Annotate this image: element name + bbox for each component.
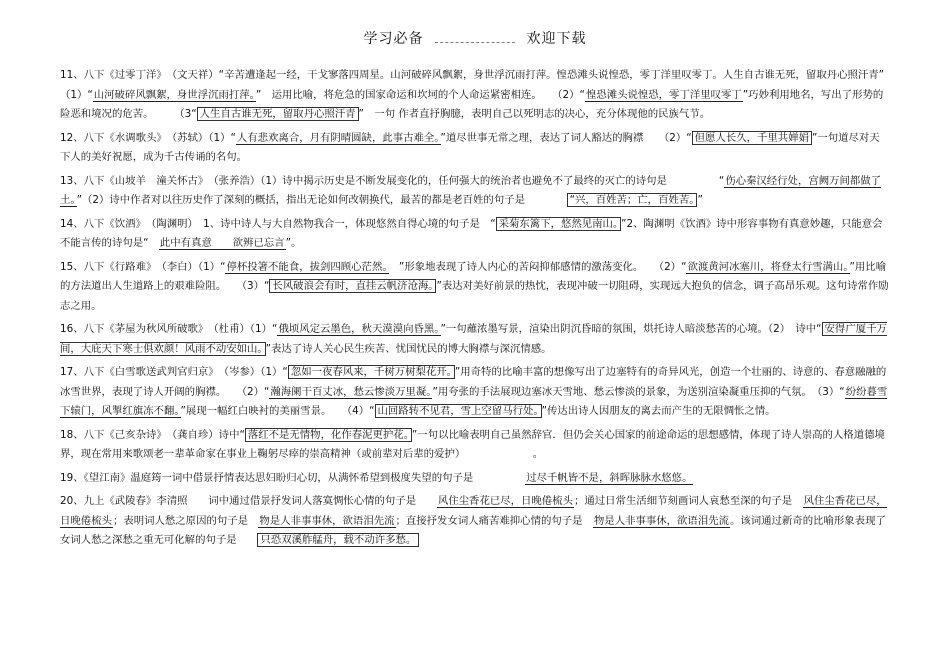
answer-underlined: 瀚海阑干百丈冰，愁云惨淡万里凝。 [270, 385, 432, 398]
answer-underlined: 人有悲欢离合，月有阴晴圆缺，此事古难全。 [236, 131, 440, 144]
question-list [60, 66, 895, 555]
answer-boxed: 忽如一夜春风来，千树万树梨花开。 [288, 365, 455, 379]
question-item [60, 426, 890, 465]
question-text: ”传达出诗人因朋友的离去而产生的无限惆怅之情。 [541, 405, 776, 417]
question-text: 14、八下《饮酒》 （陶渊明） 1、诗中诗人与大自然物我合一，体现悠然自得心境的句子是 “ [60, 217, 496, 230]
answer-boxed: 人生自古谁无死，留取丹心照汗青 [197, 107, 359, 121]
question-text: ”用夸张的手法展现边塞冰天雪地、愁云惨淡的景象，为送别渲染凝重压抑的气氛。 （3）“ [432, 385, 845, 398]
answer-underlined: 惶恐滩头说惶恐，零丁洋里叹零丁 [585, 88, 742, 101]
question-text: ”道尽世事无常之理，表达了词人豁达的胸襟 （2）“ [440, 131, 692, 144]
question-text: 。该词通过新奇的比喻形象表现了女词人愁之深愁之重无可化解的句子是 [60, 514, 886, 546]
question-text: ”用奇特的比喻丰富的想像写出了边塞特有的奇异风光，创造一个壮丽的、诗意的、春意融融的冰雪世界，表现了诗人开阔的胸襟。 （2）“ [60, 366, 887, 398]
question-text: 11、八下《过零丁洋》 （文天祥）“辛苦遭逢起一经，干戈寥落四周星。山河破碎风飘絮，身世浮沉雨打萍。惶恐滩头说惶恐，零丁洋里叹零丁。人生自古谁无死，留取丹心照汗青” （1）“ [60, 69, 895, 101]
question-text: ”表达对美好前景的热忱，表现冲破一切阻碍，实现远大抱负的信念，调子高昂乐观。这句诗常作励志之用。 [60, 280, 889, 312]
answer-underlined: 物是人非事事休，欲语泪先流 [593, 514, 729, 527]
header-left: 学习必备 [363, 31, 424, 47]
answer-underlined: 欲渡黄河冰塞川，将登太行雪满山。 [687, 260, 849, 273]
question-text: ”展现一幅红白映衬的美丽雪景。 （4）“ [180, 405, 375, 417]
question-text: ”巧妙利用地名，写出了形势的险恶和境况的危苦。 （3“ [60, 88, 884, 120]
question-item [60, 258, 890, 317]
answer-underlined: 风住尘香花已尽，日晚倦梳头 [60, 495, 887, 527]
answer-underlined: 此中有真意 欲辨已忘言 [159, 237, 285, 249]
question-item [60, 129, 890, 168]
answer-boxed: 安得广厦千万间，大庇天下寒士俱欢颜！风雨不动安如山。 [60, 323, 887, 355]
question-text: 13、八下《山坡羊 潼关怀古》 （张养浩）（1）诗中揭示历史是不断发展变化的，任何强大的统治者也避免不了最终的灭亡的诗句是 “ [60, 174, 725, 187]
answer-underlined: 山河破碎风飘絮，身世浮沉雨打萍。 [93, 88, 255, 101]
answer-underlined: 俄顷风定云墨色，秋天漠漠向昏黑。 [278, 323, 440, 335]
question-item [60, 172, 890, 211]
page-header [0, 28, 950, 48]
answer-boxed: 采菊东篱下，悠然见南山。 [496, 217, 622, 231]
question-text: ”2、陶渊明《饮酒》诗中形容事物有真意妙趣，只能意会不能言传的诗句是“ [60, 217, 883, 249]
header-right: 欢迎下载 [526, 31, 587, 47]
answer-boxed: 落红不是无情物，化作春泥更护花。 [245, 428, 412, 442]
question-text: ”一句蘸浓墨写景，渲染出阴沉昏暗的氛围，烘托诗人暗淡愁苦的心境。（2） 诗中“ [440, 323, 822, 335]
question-item [60, 492, 890, 551]
question-text: ” 一句 作者直抒胸臆，表明自己以死明志的决心，充分体现他的民族气节。 [358, 108, 711, 120]
question-text: ”用比喻的方法道出人生道路上的艰难险阻。 （3）“ [60, 260, 887, 292]
question-text: ”表达了诗人关心民生疾苦、忧国忧民的博大胸襟与深沉情感。 [265, 342, 552, 355]
answer-underlined: 风住尘香花已尽，日晚倦梳头 [437, 495, 573, 507]
answer-boxed: 只恐双溪舴艋舟，载不动许多愁。 [257, 533, 419, 547]
question-item [60, 215, 890, 254]
question-text: ”一句以比喻表明自己虽然辞官．但仍会关心国家的前途命运的思想感情，体现了诗人崇高的人格道德境界，现在常用来歌颂老一辈革命家在事业上鞠躬尽瘁的崇高精神（或前辈对后辈的爱护） 。 [60, 428, 885, 460]
question-item [60, 320, 890, 359]
answer-underlined: 过尽千帆皆不是，斜晖脉脉水悠悠。 [526, 471, 693, 484]
answer-underlined: 停杯投箸不能食，拔剑四顾心茫然。 [226, 260, 388, 273]
question-text: 17、八下《白雪歌送武判官归京》 （岑参）（1）“ [60, 366, 288, 378]
question-text: ；通过日常生活细节刻画词人哀愁至深的句子是 [573, 495, 803, 507]
answer-underlined: 物是人非事事休，欲语泪先流 [259, 514, 395, 527]
answer-underlined: 伤心秦汉经行处，宫阙万间都做了土。 [60, 174, 882, 206]
question-item [60, 66, 895, 125]
answer-boxed: 山回路转不见君，雪上空留马行处。 [375, 404, 542, 418]
answer-boxed: 但愿人长久，千里共婵娟 [692, 131, 812, 145]
question-text: ”。 [285, 237, 302, 249]
question-text: ；直接抒发女词人痛苦难抑心情的句子是 [395, 514, 593, 527]
question-text: ” [697, 194, 703, 206]
question-text: ”（2）诗中作者对以往历史作了深刻的概括，指出无论如何改朝换代，最苦的都是老百姓的句子是 [76, 194, 567, 206]
question-text: 16、八下《茅屋为秋风所破歌》 （杜甫）（1）“ [60, 323, 278, 335]
question-item [60, 469, 890, 489]
question-item [60, 363, 890, 422]
question-text: 18、八下《己亥杂诗》 （龚自珍）诗中“ [60, 428, 245, 441]
answer-boxed: 长风破浪会有时，直挂云帆济沧海。 [269, 279, 436, 293]
question-text: 20、九上《武陵春》李清照 词中通过借景抒发词人落寞惆怅心情的句子是 [60, 495, 437, 507]
question-text: ”形象地表现了诗人内心的苦闷抑郁感情的激荡变化。 （2）“ [388, 260, 687, 273]
question-text: ；表明词人愁之原因的句子是 [112, 514, 259, 527]
answer-boxed: “兴，百姓苦；亡，百姓苦。 [567, 193, 698, 207]
question-text: 15、八下《行路难》 （李白）（1）“ [60, 260, 226, 273]
question-text: 12、八下《水调歌头》 （苏轼）（1）“ [60, 131, 236, 144]
header-gap [435, 30, 515, 43]
question-text: ”一句道尽对天下人的美好祝愿，成为千古传诵的名句。 [60, 131, 880, 163]
question-text: 19、《望江南》温庭筠一词中借景抒情表达思妇盼归心切，从满怀希望到极度失望的句子是 [60, 471, 526, 484]
answer-underlined: 纷纷暮雪下辕门，风掣红旗冻不翻。 [60, 385, 888, 417]
question-text: ” 运用比喻，将危急的国家命运和坎坷的个人命运紧密相连。 （2）“ [255, 88, 585, 101]
